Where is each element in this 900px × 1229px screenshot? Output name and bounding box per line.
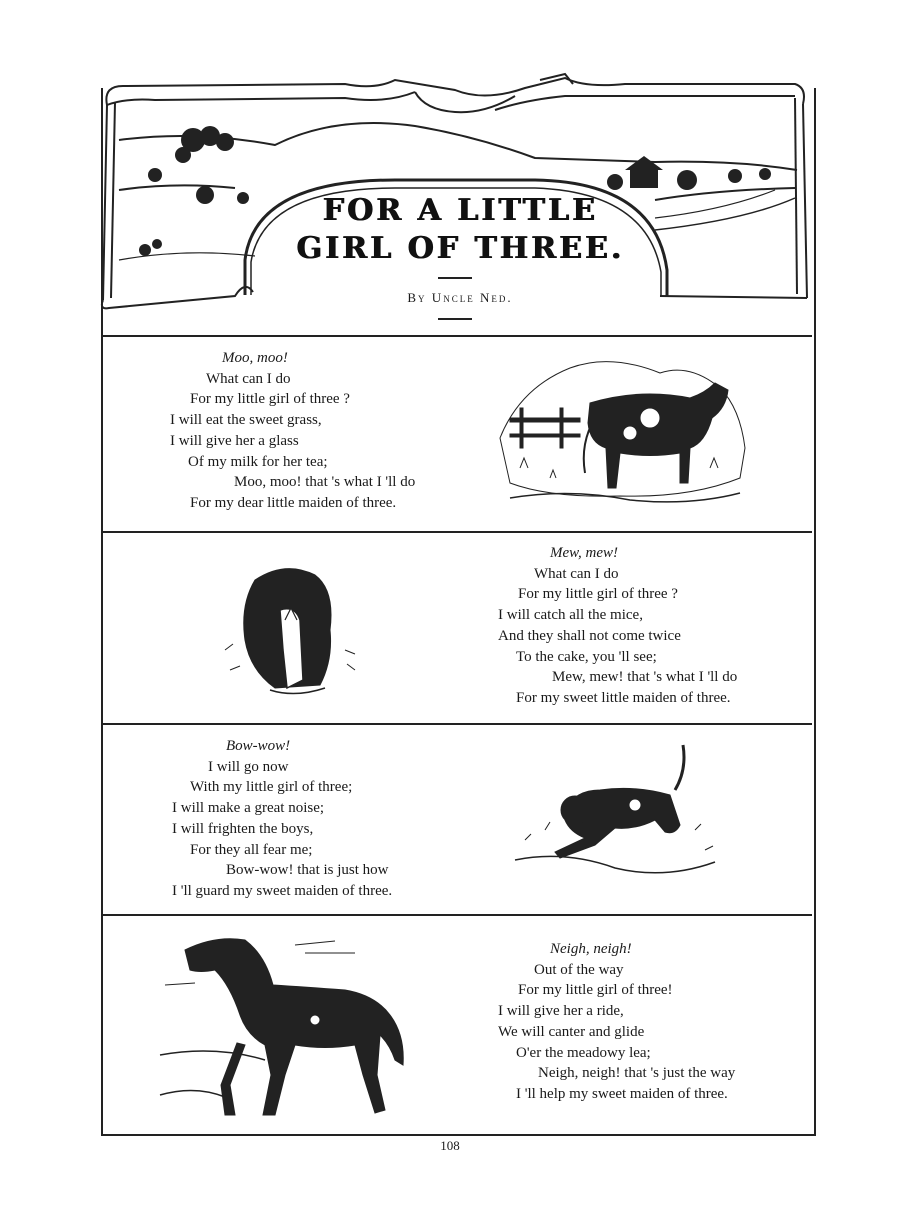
stanza-line: I will eat the sweet grass,: [170, 412, 322, 429]
stanza-line: For my dear little maiden of three.: [190, 494, 397, 511]
stanza-line: What can I do: [206, 370, 291, 387]
stanza-line: For my little girl of three ?: [518, 586, 678, 603]
stanza-line: Mew, mew!: [550, 545, 619, 561]
stanza-line: And they shall not come twice: [498, 627, 681, 644]
stanza-line: We will canter and glide: [498, 1023, 645, 1040]
stanza-line: I will give her a ride,: [498, 1003, 624, 1020]
title-line-2: GIRL OF THREE.: [296, 231, 624, 266]
section-divider-1: [103, 335, 812, 337]
stanza-line: Bow-wow!: [226, 738, 291, 754]
section-divider-4: [103, 914, 812, 916]
stanza-line: Mew, mew! that 's what I 'll do: [552, 669, 738, 686]
stanza-line: I 'll guard my sweet maiden of three.: [172, 882, 393, 899]
stanza-line: Moo, moo! that 's what I 'll do: [234, 474, 416, 491]
cow-illustration: [490, 348, 755, 516]
cat-illustration: [215, 560, 380, 700]
stanza-cow: [170, 348, 415, 514]
stanza-line: With my little girl of three;: [190, 779, 353, 796]
stanza-line: For they all fear me;: [190, 841, 313, 858]
stanza-horse: [498, 939, 735, 1105]
page-title: [270, 192, 650, 268]
horse-illustration: [155, 925, 415, 1120]
stanza-line: Out of the way: [534, 961, 624, 978]
title-rule: [438, 277, 472, 279]
stanza-line: To the cake, you 'll see;: [516, 648, 657, 665]
stanza-line: I will catch all the mice,: [498, 607, 643, 624]
stanza-line: I will give her a glass: [170, 432, 299, 449]
stanza-line: I will make a great noise;: [172, 800, 325, 817]
stanza-line: Of my milk for her tea;: [188, 453, 328, 470]
section-divider-2: [103, 531, 812, 533]
byline: By Uncle Ned.: [407, 290, 513, 305]
stanza-line: For my little girl of three ?: [190, 391, 350, 408]
stanza-line: Bow-wow! that is just how: [226, 862, 389, 879]
stanza-line: I will go now: [208, 758, 289, 775]
page-number: 108: [440, 1138, 460, 1153]
stanza-line: For my little girl of three!: [518, 982, 673, 999]
stanza-cat: [498, 543, 737, 709]
dog-illustration: [505, 740, 725, 885]
stanza-line: I will frighten the boys,: [172, 820, 314, 837]
stanza-line: Moo, moo!: [222, 350, 288, 366]
title-line-1: FOR A LITTLE: [322, 193, 598, 228]
stanza-line: Neigh, neigh!: [550, 941, 632, 957]
stanza-line: Neigh, neigh! that 's just the way: [538, 1065, 736, 1082]
stanza-dog: [172, 736, 392, 902]
stanza-line: For my sweet little maiden of three.: [516, 689, 731, 706]
byline-rule: [438, 318, 472, 320]
stanza-line: What can I do: [534, 565, 619, 582]
section-divider-3: [103, 723, 812, 725]
stanza-line: O'er the meadowy lea;: [516, 1044, 651, 1061]
stanza-line: I 'll help my sweet maiden of three.: [516, 1085, 728, 1102]
